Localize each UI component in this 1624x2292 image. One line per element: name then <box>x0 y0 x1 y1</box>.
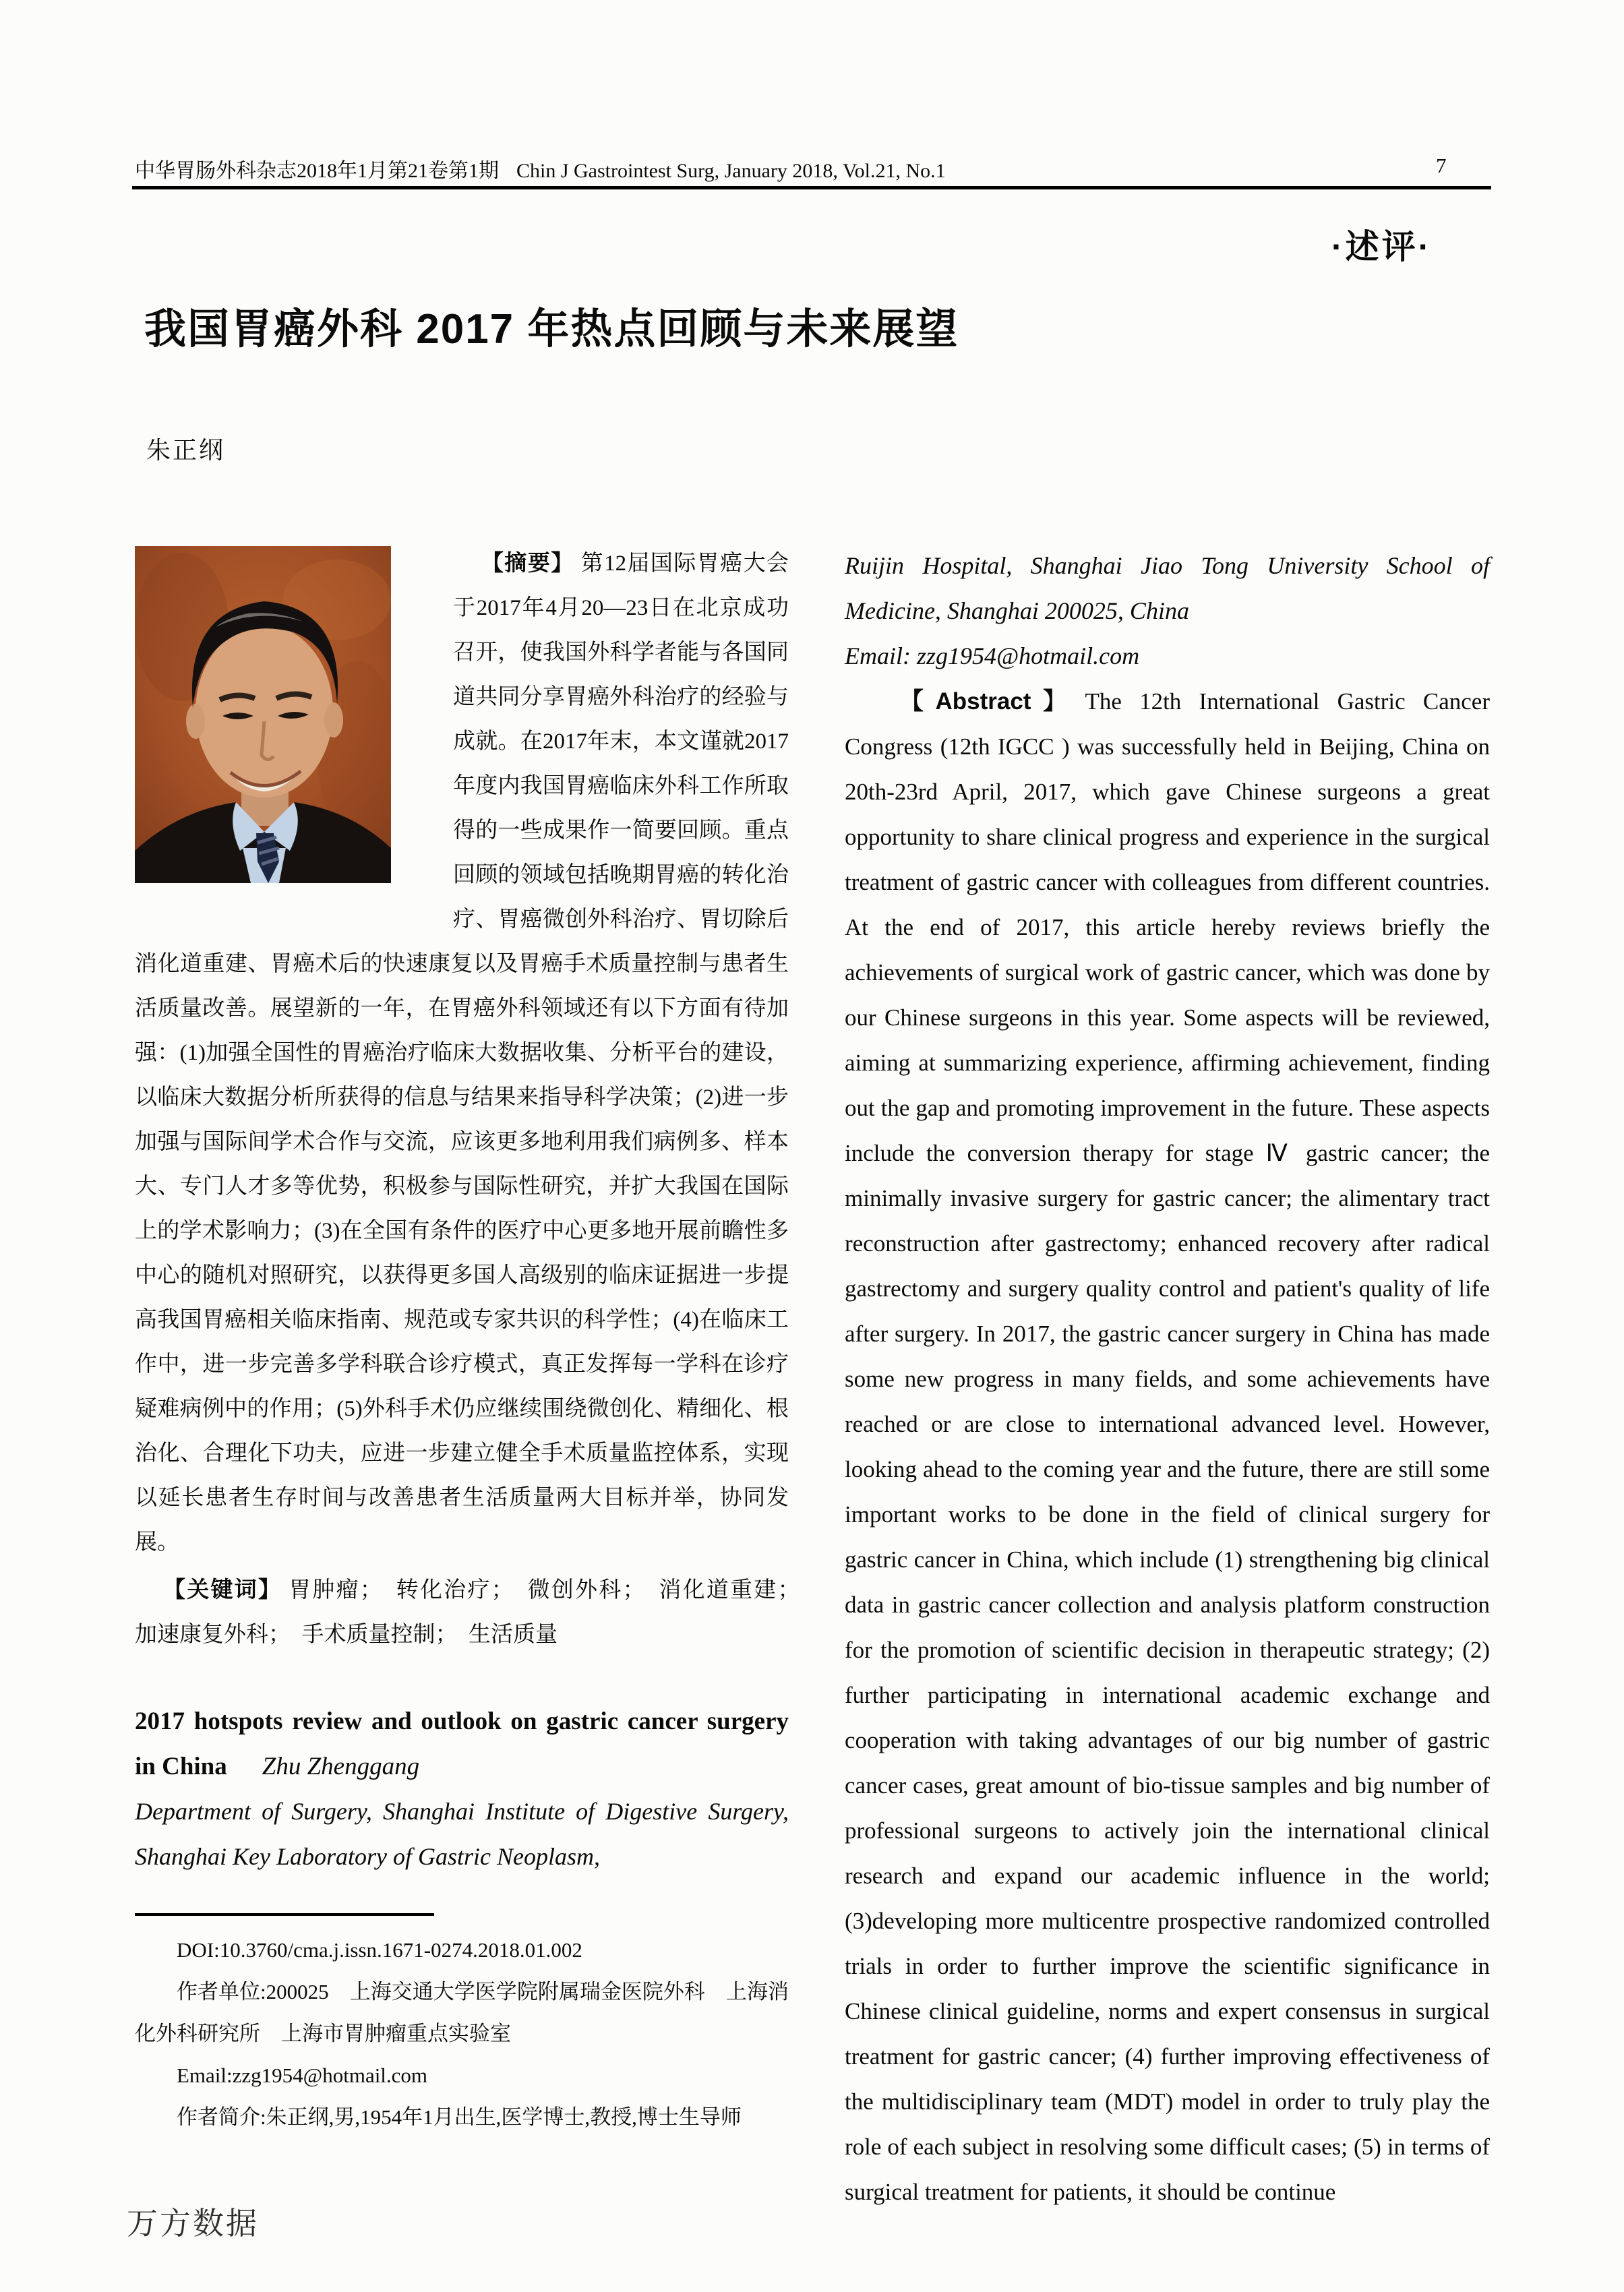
footnote-rule <box>135 1913 434 1916</box>
footnote-doi: DOI:10.3760/cma.j.issn.1671-0274.2018.01.002 <box>177 1938 582 1962</box>
affiliation-line: Department of Surgery, Shanghai Institute of Digestive Surgery, Shanghai Key Laboratory of Gastric Neoplasm, <box>135 1798 789 1870</box>
watermark: 万方数据 <box>127 2206 259 2241</box>
abstract-text: 第12届国际胃癌大会于2017年4月20—23日在北京成功召开，使我国外科学者能与各国同道共同分享胃癌外科治疗的经验与成就。在2017年末，本文谨就2017年度内我国胃癌临床外科工作所取得的一些成果作一简要回顾。重点回顾的领域包括晚期胃癌的转化治疗、胃癌微创外科治疗、胃切除后消化道重建、胃癌术后的快速康复以及胃癌手术质量控制与患者生活质量改善。展望新的一年，在胃癌外科领域还有以下方面有待加强：(1)加强全国性的胃癌治疗临床大数据收集、分析平台的建设，以临床大数据分析所获得的信息与结果来指导科学决策；(2)进一步加强与国际间学术合作与交流，应该更多地利用我们病例多、样本大、专门人才多等优势，积极参与国际性研究，并扩大我国在国际上的学术影响力；(3)在全国有条件的医疗中心更多地开展前瞻性多中心的随机对照研究，以获得更多国人高级别的临床证据进一步提高我国胃癌相关临床指南、规范或专家共识的科学性；(4)在临床工作中，进一步完善多学科联合诊疗模式，真正发挥每一学科在诊疗疑难病例中的作用；(5)外科手术仍应继续围绕微创化、精细化、根治化、合理化下功夫，应进一步建立健全手术质量监控体系，实现以延长患者生存时间与改善患者生活质量两大目标并举，协同发展。 <box>135 551 789 1555</box>
right-column <box>845 543 1490 2214</box>
section-label: ·述评· <box>1331 228 1433 266</box>
chinese-abstract <box>135 541 789 1565</box>
english-abstract-text: The 12th International Gastric Cancer Congress (12th IGCC ) was successfully held in Beijing, China on 20th-23rd April, 2017, which gave Chinese surgeons a great opportunity to share clinical progress and experience in the surgical treatment of gastric cancer with colleagues from different countries. At the end of 2017, this article hereby reviews briefly the achievements of surgical work of gastric cancer, which was done by our Chinese surgeons in this year. Some aspects will be reviewed, aiming at summarizing experience, affirming achievement, finding out the gap and promoting improvement in the future. These aspects include the conversion therapy for stage Ⅳ gastric cancer; the minimally invasive surgery for gastric cancer; the alimentary tract reconstruction after gastrectomy; enhanced recovery after radical gastrectomy and surgery quality control and patient's quality of life after surgery. In 2017, the gastric cancer surgery in China has made some new progress in many fields, and some achievements have reached or are close to international advanced level. However, looking ahead to the coming year and the future, there are still some important works to be done in the field of clinical surgery for gastric cancer in China, which include (1) strengthening big clinical data in gastric cancer collection and analysis platform construction for the promotion of scientific decision in therapeutic strategy; (2) further participating in international academic exchange and cooperation with taking advantages of our big number of gastric cancer cases, great amount of bio-tissue samples and big number of professional surgeons to actively join the international clinical research and expand our academic influence in the world; (3)developing more multicentre prospective randomized controlled trials in order to further improve the scientific significance in Chinese clinical guideline, norms and expert consensus in surgical treatment for gastric cancer; (4) further improving effectiveness of the multidisciplinary team (MDT) model in order to truly play the role of each subject in resolving some difficult cases; (5) in terms of surgical treatment for patients, it should be continue <box>845 688 1490 2205</box>
page-number: 7 <box>1436 154 1447 177</box>
english-title <box>135 1699 789 1789</box>
author-name: 朱正纲 <box>146 437 226 464</box>
footnote-affiliation: 作者单位:200025 上海交通大学医学院附属瑞金医院外科 上海消化外科研究所 上海市胃肿瘤重点实验室 <box>135 1980 789 2045</box>
keywords <box>135 1567 812 1657</box>
header-rule <box>132 186 1491 189</box>
abstract-label: 【摘要】 <box>481 550 574 575</box>
journal-title-cn: 中华胃肠外科杂志2018年1月第21卷第1期 <box>135 160 499 182</box>
article-title: 我国胃癌外科 2017 年热点回顾与未来展望 <box>144 306 959 353</box>
keywords-label: 【关键词】 <box>163 1577 282 1602</box>
english-title-text: 2017 hotspots review and outlook on gastric cancer surgery in China <box>135 1708 789 1780</box>
author-photo <box>135 546 391 883</box>
affiliation-continued: Ruijin Hospital, Shanghai Jiao Tong University School of Medicine, Shanghai 200025, China <box>845 552 1490 624</box>
journal-title-en: Chin J Gastrointest Surg, January 2018, Vol.21, No.1 <box>516 160 946 182</box>
left-column <box>135 541 812 2138</box>
footnote-bio: 作者简介:朱正纲,男,1954年1月出生,医学博士,教授,博士生导师 <box>177 2105 742 2129</box>
english-abstract-label: 【Abstract】 <box>900 688 1079 715</box>
english-title-author: Zhu Zhenggang <box>262 1753 420 1780</box>
footnote-email: Email:zzg1954@hotmail.com <box>177 2063 428 2087</box>
keywords-text: 胃肿瘤； 转化治疗； 微创外科； 消化道重建； 加速康复外科； 手术质量控制； 生活质量 <box>135 1578 812 1647</box>
portrait-illustration <box>135 546 391 883</box>
english-abstract <box>845 679 1490 2214</box>
page-header <box>135 154 1490 183</box>
email-line: Email: zzg1954@hotmail.com <box>845 642 1140 669</box>
